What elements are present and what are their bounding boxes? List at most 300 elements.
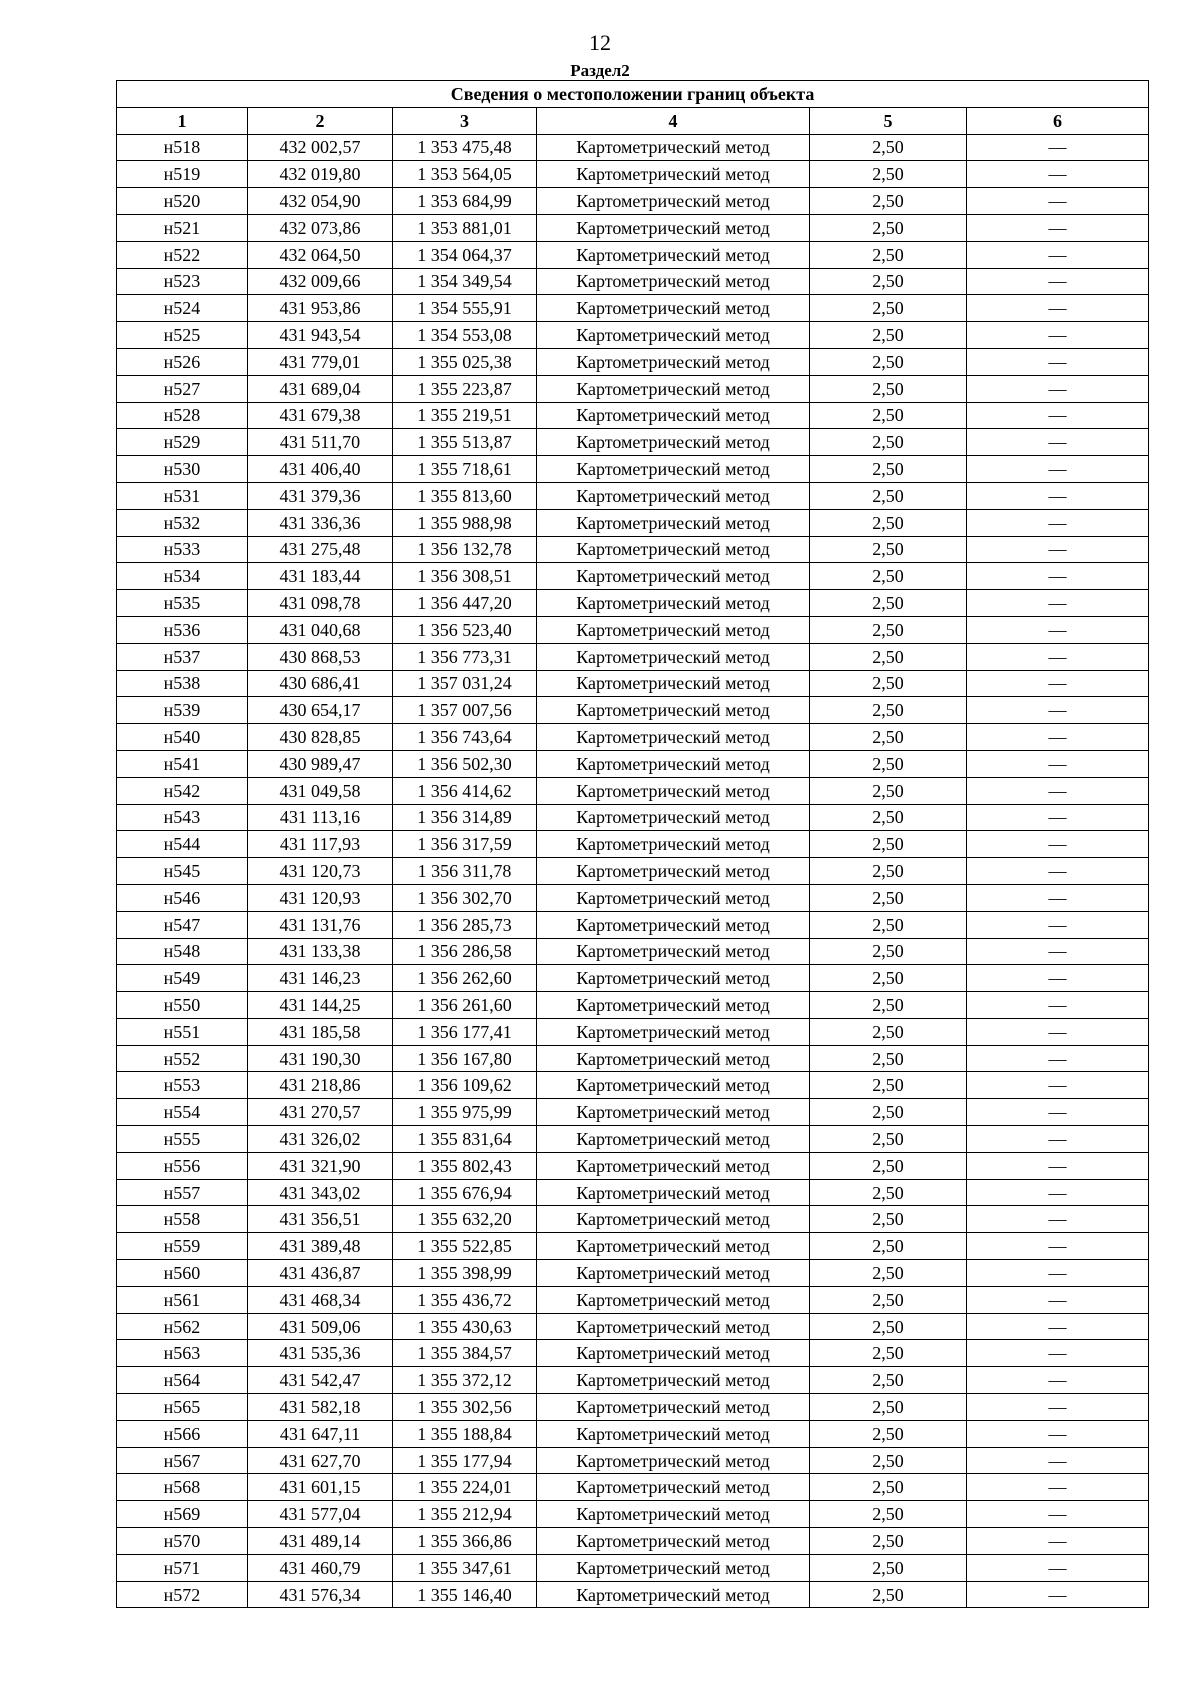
cell-method: Картометрический метод (537, 911, 810, 938)
cell-method: Картометрический метод (537, 884, 810, 911)
cell-coordinate-y: 1 355 384,57 (393, 1340, 537, 1367)
cell-coordinate-x: 431 040,68 (248, 616, 393, 643)
cell-accuracy: 2,50 (810, 295, 967, 322)
table-row (117, 670, 1149, 697)
cell-coordinate-y: 1 357 031,24 (393, 670, 537, 697)
cell-description: — (967, 1447, 1149, 1474)
cell-method: Картометрический метод (537, 1528, 810, 1555)
table-row (117, 295, 1149, 322)
cell-method: Картометрический метод (537, 375, 810, 402)
cell-accuracy: 2,50 (810, 643, 967, 670)
cell-coordinate-x: 431 511,70 (248, 429, 393, 456)
cell-coordinate-x: 431 275,48 (248, 536, 393, 563)
cell-description: — (967, 1394, 1149, 1421)
cell-coordinate-y: 1 356 414,62 (393, 777, 537, 804)
cell-method: Картометрический метод (537, 1126, 810, 1153)
cell-description: — (967, 1072, 1149, 1099)
cell-method: Картометрический метод (537, 1260, 810, 1287)
cell-point-number: н519 (117, 161, 248, 188)
cell-method: Картометрический метод (537, 724, 810, 751)
cell-point-number: н568 (117, 1474, 248, 1501)
cell-coordinate-x: 432 002,57 (248, 134, 393, 161)
cell-coordinate-x: 432 019,80 (248, 161, 393, 188)
cell-point-number: н535 (117, 590, 248, 617)
cell-point-number: н550 (117, 992, 248, 1019)
table-row (117, 214, 1149, 241)
cell-description: — (967, 1367, 1149, 1394)
table-row (117, 938, 1149, 965)
cell-accuracy: 2,50 (810, 1126, 967, 1153)
cell-coordinate-y: 1 356 523,40 (393, 616, 537, 643)
cell-coordinate-y: 1 355 975,99 (393, 1099, 537, 1126)
cell-coordinate-y: 1 357 007,56 (393, 697, 537, 724)
cell-description: — (967, 1018, 1149, 1045)
cell-description: — (967, 1286, 1149, 1313)
cell-coordinate-x: 430 654,17 (248, 697, 393, 724)
cell-accuracy: 2,50 (810, 1313, 967, 1340)
cell-point-number: н567 (117, 1447, 248, 1474)
cell-description: — (967, 831, 1149, 858)
cell-accuracy: 2,50 (810, 482, 967, 509)
cell-coordinate-y: 1 355 188,84 (393, 1420, 537, 1447)
table-row (117, 804, 1149, 831)
table-row (117, 831, 1149, 858)
cell-coordinate-y: 1 353 684,99 (393, 188, 537, 215)
table-row (117, 590, 1149, 617)
cell-point-number: н542 (117, 777, 248, 804)
table-row (117, 1179, 1149, 1206)
cell-accuracy: 2,50 (810, 1286, 967, 1313)
cell-coordinate-y: 1 356 447,20 (393, 590, 537, 617)
cell-coordinate-x: 432 064,50 (248, 241, 393, 268)
cell-point-number: н526 (117, 348, 248, 375)
cell-coordinate-x: 431 133,38 (248, 938, 393, 965)
cell-method: Картометрический метод (537, 965, 810, 992)
cell-point-number: н565 (117, 1394, 248, 1421)
cell-coordinate-y: 1 356 773,31 (393, 643, 537, 670)
cell-point-number: н539 (117, 697, 248, 724)
cell-method: Картометрический метод (537, 241, 810, 268)
cell-point-number: н563 (117, 1340, 248, 1367)
cell-coordinate-y: 1 355 366,86 (393, 1528, 537, 1555)
cell-method: Картометрический метод (537, 1206, 810, 1233)
cell-coordinate-y: 1 354 553,08 (393, 322, 537, 349)
cell-coordinate-x: 431 379,36 (248, 482, 393, 509)
cell-description: — (967, 563, 1149, 590)
cell-method: Картометрический метод (537, 1501, 810, 1528)
column-header: 3 (393, 107, 537, 134)
cell-method: Картометрический метод (537, 1420, 810, 1447)
cell-description: — (967, 884, 1149, 911)
cell-description: — (967, 1313, 1149, 1340)
column-header: 1 (117, 107, 248, 134)
cell-coordinate-y: 1 355 522,85 (393, 1233, 537, 1260)
cell-method: Картометрический метод (537, 938, 810, 965)
table-row (117, 1206, 1149, 1233)
cell-coordinate-x: 431 190,30 (248, 1045, 393, 1072)
cell-method: Картометрический метод (537, 1447, 810, 1474)
table-header-row (117, 107, 1149, 134)
cell-method: Картометрический метод (537, 1313, 810, 1340)
cell-method: Картометрический метод (537, 482, 810, 509)
table-row (117, 777, 1149, 804)
cell-coordinate-y: 1 355 632,20 (393, 1206, 537, 1233)
cell-coordinate-y: 1 356 311,78 (393, 858, 537, 885)
cell-point-number: н571 (117, 1554, 248, 1581)
cell-point-number: н545 (117, 858, 248, 885)
cell-coordinate-x: 430 989,47 (248, 750, 393, 777)
table-row (117, 1233, 1149, 1260)
cell-coordinate-x: 431 679,38 (248, 402, 393, 429)
cell-point-number: н547 (117, 911, 248, 938)
cell-accuracy: 2,50 (810, 1340, 967, 1367)
cell-coordinate-x: 431 117,93 (248, 831, 393, 858)
cell-accuracy: 2,50 (810, 429, 967, 456)
cell-coordinate-y: 1 355 831,64 (393, 1126, 537, 1153)
cell-coordinate-x: 430 828,85 (248, 724, 393, 751)
cell-coordinate-x: 431 779,01 (248, 348, 393, 375)
cell-point-number: н558 (117, 1206, 248, 1233)
cell-accuracy: 2,50 (810, 804, 967, 831)
cell-accuracy: 2,50 (810, 1474, 967, 1501)
cell-method: Картометрический метод (537, 992, 810, 1019)
cell-method: Картометрический метод (537, 1233, 810, 1260)
cell-point-number: н538 (117, 670, 248, 697)
cell-description: — (967, 295, 1149, 322)
cell-coordinate-x: 431 535,36 (248, 1340, 393, 1367)
cell-method: Картометрический метод (537, 1286, 810, 1313)
table-row (117, 1528, 1149, 1555)
cell-accuracy: 2,50 (810, 456, 967, 483)
cell-point-number: н528 (117, 402, 248, 429)
cell-coordinate-y: 1 355 177,94 (393, 1447, 537, 1474)
cell-description: — (967, 1554, 1149, 1581)
cell-coordinate-y: 1 353 881,01 (393, 214, 537, 241)
cell-coordinate-x: 431 321,90 (248, 1152, 393, 1179)
cell-description: — (967, 1099, 1149, 1126)
cell-point-number: н551 (117, 1018, 248, 1045)
cell-coordinate-x: 431 689,04 (248, 375, 393, 402)
table-row (117, 322, 1149, 349)
cell-accuracy: 2,50 (810, 241, 967, 268)
table-row (117, 858, 1149, 885)
table-row (117, 1152, 1149, 1179)
cell-coordinate-y: 1 355 676,94 (393, 1179, 537, 1206)
cell-method: Картометрический метод (537, 429, 810, 456)
cell-coordinate-x: 432 073,86 (248, 214, 393, 241)
cell-description: — (967, 241, 1149, 268)
cell-point-number: н570 (117, 1528, 248, 1555)
cell-accuracy: 2,50 (810, 1206, 967, 1233)
cell-coordinate-y: 1 355 146,40 (393, 1581, 537, 1608)
cell-coordinate-x: 430 868,53 (248, 643, 393, 670)
cell-point-number: н543 (117, 804, 248, 831)
table-row (117, 563, 1149, 590)
column-header: 6 (967, 107, 1149, 134)
cell-coordinate-y: 1 355 436,72 (393, 1286, 537, 1313)
cell-point-number: н554 (117, 1099, 248, 1126)
cell-description: — (967, 992, 1149, 1019)
cell-coordinate-y: 1 356 262,60 (393, 965, 537, 992)
cell-method: Картометрический метод (537, 322, 810, 349)
cell-accuracy: 2,50 (810, 938, 967, 965)
cell-point-number: н525 (117, 322, 248, 349)
cell-coordinate-y: 1 354 555,91 (393, 295, 537, 322)
cell-point-number: н527 (117, 375, 248, 402)
cell-coordinate-y: 1 355 372,12 (393, 1367, 537, 1394)
cell-coordinate-y: 1 356 286,58 (393, 938, 537, 965)
cell-method: Картометрический метод (537, 831, 810, 858)
cell-coordinate-x: 431 953,86 (248, 295, 393, 322)
cell-coordinate-y: 1 356 177,41 (393, 1018, 537, 1045)
cell-description: — (967, 643, 1149, 670)
cell-point-number: н521 (117, 214, 248, 241)
table-row (117, 161, 1149, 188)
cell-accuracy: 2,50 (810, 1179, 967, 1206)
cell-description: — (967, 1206, 1149, 1233)
cell-description: — (967, 750, 1149, 777)
cell-accuracy: 2,50 (810, 402, 967, 429)
table-row (117, 348, 1149, 375)
cell-coordinate-x: 431 489,14 (248, 1528, 393, 1555)
cell-coordinate-x: 431 098,78 (248, 590, 393, 617)
cell-coordinate-x: 431 146,23 (248, 965, 393, 992)
table-row (117, 911, 1149, 938)
cell-point-number: н537 (117, 643, 248, 670)
cell-coordinate-y: 1 356 502,30 (393, 750, 537, 777)
section-label: Раздел2 (570, 61, 630, 80)
cell-method: Картометрический метод (537, 643, 810, 670)
table-row (117, 1394, 1149, 1421)
table-body (117, 134, 1149, 1608)
table-row (117, 643, 1149, 670)
table-row (117, 188, 1149, 215)
cell-description: — (967, 911, 1149, 938)
table-row (117, 1126, 1149, 1153)
table-row (117, 536, 1149, 563)
cell-point-number: н544 (117, 831, 248, 858)
cell-description: — (967, 1420, 1149, 1447)
cell-accuracy: 2,50 (810, 750, 967, 777)
table-row (117, 456, 1149, 483)
cell-coordinate-y: 1 356 743,64 (393, 724, 537, 751)
cell-point-number: н520 (117, 188, 248, 215)
cell-coordinate-y: 1 355 430,63 (393, 1313, 537, 1340)
cell-method: Картометрический метод (537, 1581, 810, 1608)
cell-point-number: н556 (117, 1152, 248, 1179)
cell-point-number: н548 (117, 938, 248, 965)
cell-accuracy: 2,50 (810, 831, 967, 858)
cell-accuracy: 2,50 (810, 268, 967, 295)
cell-method: Картометрический метод (537, 1072, 810, 1099)
cell-accuracy: 2,50 (810, 1528, 967, 1555)
cell-method: Картометрический метод (537, 509, 810, 536)
cell-description: — (967, 348, 1149, 375)
cell-coordinate-y: 1 355 813,60 (393, 482, 537, 509)
cell-coordinate-x: 431 577,04 (248, 1501, 393, 1528)
cell-description: — (967, 670, 1149, 697)
cell-coordinate-y: 1 355 223,87 (393, 375, 537, 402)
cell-coordinate-x: 431 185,58 (248, 1018, 393, 1045)
cell-description: — (967, 1233, 1149, 1260)
cell-coordinate-x: 431 326,02 (248, 1126, 393, 1153)
cell-coordinate-y: 1 356 132,78 (393, 536, 537, 563)
cell-method: Картометрический метод (537, 1474, 810, 1501)
table-row (117, 965, 1149, 992)
cell-coordinate-x: 431 627,70 (248, 1447, 393, 1474)
cell-description: — (967, 590, 1149, 617)
cell-method: Картометрический метод (537, 1099, 810, 1126)
cell-point-number: н529 (117, 429, 248, 456)
cell-accuracy: 2,50 (810, 777, 967, 804)
cell-point-number: н522 (117, 241, 248, 268)
cell-description: — (967, 938, 1149, 965)
cell-coordinate-x: 432 009,66 (248, 268, 393, 295)
table-row (117, 750, 1149, 777)
cell-coordinate-x: 431 336,36 (248, 509, 393, 536)
table-row (117, 375, 1149, 402)
table-row (117, 268, 1149, 295)
cell-point-number: н562 (117, 1313, 248, 1340)
page-number: 12 (589, 30, 611, 55)
table-row (117, 884, 1149, 911)
cell-method: Картометрический метод (537, 134, 810, 161)
cell-accuracy: 2,50 (810, 214, 967, 241)
table-row (117, 1367, 1149, 1394)
table-row (117, 1260, 1149, 1287)
table-row (117, 616, 1149, 643)
cell-description: — (967, 482, 1149, 509)
cell-method: Картометрический метод (537, 563, 810, 590)
cell-accuracy: 2,50 (810, 536, 967, 563)
cell-point-number: н552 (117, 1045, 248, 1072)
cell-accuracy: 2,50 (810, 348, 967, 375)
cell-description: — (967, 456, 1149, 483)
cell-description: — (967, 724, 1149, 751)
table-row (117, 1286, 1149, 1313)
cell-coordinate-y: 1 356 314,89 (393, 804, 537, 831)
cell-accuracy: 2,50 (810, 590, 967, 617)
cell-coordinate-x: 431 647,11 (248, 1420, 393, 1447)
cell-description: — (967, 1126, 1149, 1153)
cell-description: — (967, 804, 1149, 831)
cell-description: — (967, 965, 1149, 992)
cell-coordinate-y: 1 355 802,43 (393, 1152, 537, 1179)
cell-point-number: н572 (117, 1581, 248, 1608)
cell-method: Картометрический метод (537, 858, 810, 885)
table-row (117, 1313, 1149, 1340)
table-row (117, 1072, 1149, 1099)
cell-accuracy: 2,50 (810, 697, 967, 724)
cell-coordinate-x: 431 131,76 (248, 911, 393, 938)
cell-accuracy: 2,50 (810, 1501, 967, 1528)
cell-coordinate-x: 431 582,18 (248, 1394, 393, 1421)
cell-coordinate-x: 431 183,44 (248, 563, 393, 590)
cell-point-number: н559 (117, 1233, 248, 1260)
cell-coordinate-x: 431 542,47 (248, 1367, 393, 1394)
table-row (117, 724, 1149, 751)
cell-accuracy: 2,50 (810, 1447, 967, 1474)
table-row (117, 402, 1149, 429)
cell-point-number: н557 (117, 1179, 248, 1206)
cell-point-number: н524 (117, 295, 248, 322)
cell-point-number: н533 (117, 536, 248, 563)
cell-accuracy: 2,50 (810, 1367, 967, 1394)
cell-coordinate-y: 1 354 064,37 (393, 241, 537, 268)
cell-description: — (967, 509, 1149, 536)
cell-accuracy: 2,50 (810, 670, 967, 697)
cell-coordinate-y: 1 355 302,56 (393, 1394, 537, 1421)
table-row (117, 697, 1149, 724)
cell-point-number: н518 (117, 134, 248, 161)
cell-coordinate-x: 431 509,06 (248, 1313, 393, 1340)
cell-coordinate-y: 1 356 261,60 (393, 992, 537, 1019)
cell-coordinate-y: 1 356 317,59 (393, 831, 537, 858)
cell-description: — (967, 161, 1149, 188)
cell-accuracy: 2,50 (810, 1554, 967, 1581)
cell-coordinate-y: 1 355 347,61 (393, 1554, 537, 1581)
cell-coordinate-y: 1 355 224,01 (393, 1474, 537, 1501)
cell-coordinate-x: 431 270,57 (248, 1099, 393, 1126)
cell-accuracy: 2,50 (810, 375, 967, 402)
cell-method: Картометрический метод (537, 536, 810, 563)
cell-point-number: н549 (117, 965, 248, 992)
cell-point-number: н564 (117, 1367, 248, 1394)
cell-method: Картометрический метод (537, 590, 810, 617)
cell-coordinate-y: 1 356 285,73 (393, 911, 537, 938)
cell-method: Картометрический метод (537, 1045, 810, 1072)
cell-accuracy: 2,50 (810, 858, 967, 885)
cell-coordinate-y: 1 355 988,98 (393, 509, 537, 536)
cell-coordinate-y: 1 353 564,05 (393, 161, 537, 188)
cell-description: — (967, 536, 1149, 563)
table-row (117, 1420, 1149, 1447)
cell-accuracy: 2,50 (810, 992, 967, 1019)
cell-accuracy: 2,50 (810, 1018, 967, 1045)
cell-description: — (967, 214, 1149, 241)
cell-method: Картометрический метод (537, 456, 810, 483)
cell-point-number: н534 (117, 563, 248, 590)
cell-point-number: н532 (117, 509, 248, 536)
cell-description: — (967, 429, 1149, 456)
cell-method: Картометрический метод (537, 750, 810, 777)
cell-coordinate-x: 431 218,86 (248, 1072, 393, 1099)
table-row (117, 482, 1149, 509)
table-title-row (117, 81, 1149, 108)
cell-coordinate-x: 431 389,48 (248, 1233, 393, 1260)
cell-method: Картометрический метод (537, 161, 810, 188)
cell-coordinate-x: 431 943,54 (248, 322, 393, 349)
cell-accuracy: 2,50 (810, 563, 967, 590)
cell-method: Картометрический метод (537, 188, 810, 215)
cell-coordinate-x: 431 436,87 (248, 1260, 393, 1287)
cell-point-number: н553 (117, 1072, 248, 1099)
cell-coordinate-x: 431 460,79 (248, 1554, 393, 1581)
table-row (117, 1045, 1149, 1072)
cell-point-number: н540 (117, 724, 248, 751)
table-row (117, 1581, 1149, 1608)
cell-point-number: н523 (117, 268, 248, 295)
cell-method: Картометрический метод (537, 616, 810, 643)
cell-description: — (967, 375, 1149, 402)
cell-description: — (967, 616, 1149, 643)
cell-coordinate-x: 431 601,15 (248, 1474, 393, 1501)
cell-accuracy: 2,50 (810, 1394, 967, 1421)
cell-accuracy: 2,50 (810, 1260, 967, 1287)
cell-accuracy: 2,50 (810, 911, 967, 938)
cell-method: Картометрический метод (537, 1367, 810, 1394)
cell-method: Картометрический метод (537, 1018, 810, 1045)
